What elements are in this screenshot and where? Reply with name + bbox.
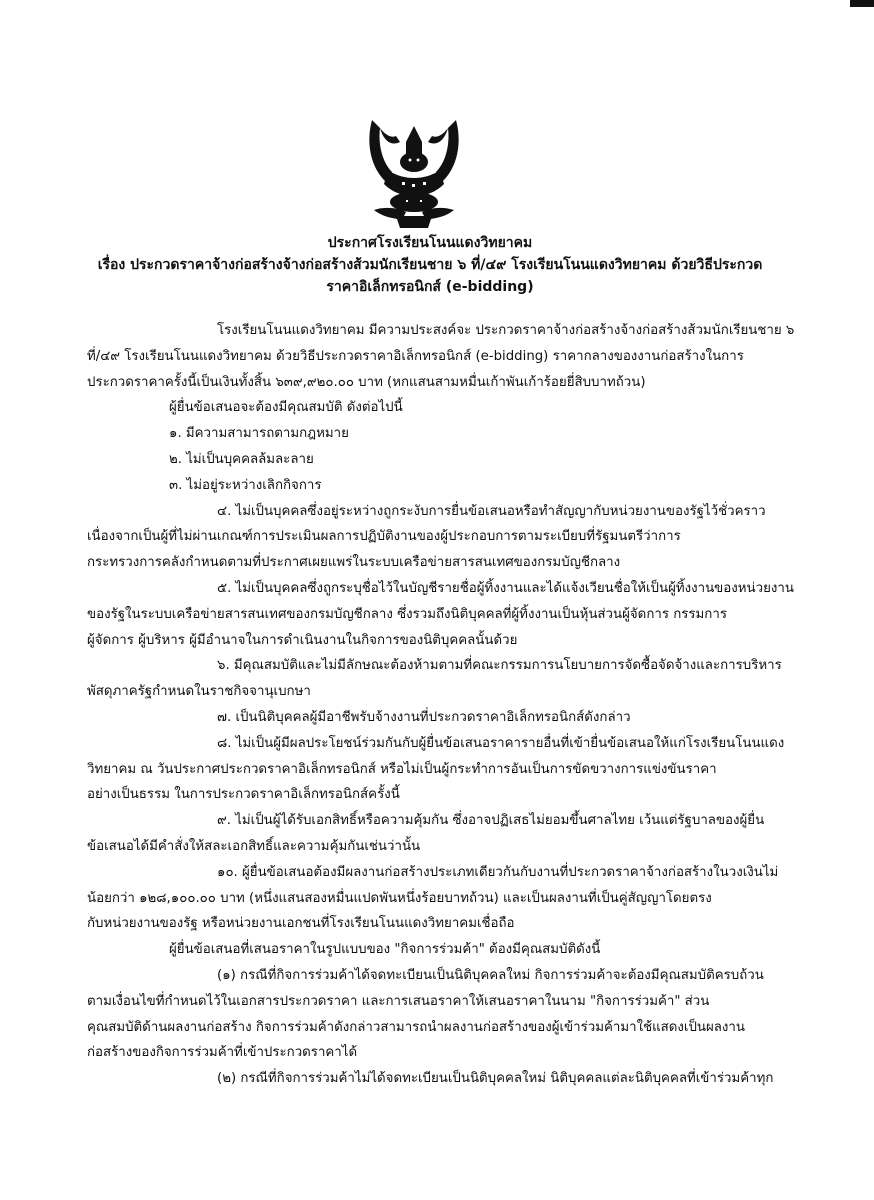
- item-line: เนื่องจากเป็นผู้ที่ไม่ผ่านเกณฑ์การประเมินผลการปฏิบัติงานของผู้ประกอบการตามระเบียบที่รัฐมนตรีว่าการ: [87, 529, 681, 545]
- subject-line-1: เรื่อง ประกวดราคาจ้างก่อสร้างจ้างก่อสร้างส้วมนักเรียนชาย ๖ ที่/๔๙ โรงเรียนโนนแดงวิทยาคม ด้วยวิธีประกวด: [97, 257, 763, 273]
- qualification-item-4: [87, 499, 777, 576]
- item-line: ตามเงื่อนไขที่กำหนดไว้ในเอกสารประกวดราคา และการเสนอราคาให้เสนอราคาในนาม "กิจการร่วมค้า" ส่วน: [87, 993, 710, 1009]
- qualifications-heading-text: ผู้ยื่นข้อเสนอจะต้องมีคุณสมบัติ ดังต่อไปนี้: [169, 400, 403, 416]
- announcement-body: [87, 318, 795, 1092]
- item-line: น้อยกว่า ๑๒๘,๑๐๐.๐๐ บาท (หนึ่งแสนสองหมื่นแปดพันหนึ่งร้อยบาทถ้วน) และเป็นผลงานที่เป็นคู่สัญญาโดยตรง: [87, 890, 712, 906]
- qualification-item-5: [87, 576, 794, 653]
- qualification-item-3: [87, 473, 777, 499]
- item-line: ๓. ไม่อยู่ระหว่างเลิกกิจการ: [169, 477, 322, 493]
- qualification-item-2: [87, 447, 777, 473]
- announcement-title: ประกาศโรงเรียนโนนแดงวิทยาคม: [327, 235, 533, 251]
- item-line: ๑. มีความสามารถตามกฎหมาย: [169, 426, 349, 442]
- item-line: ๘. ไม่เป็นผู้มีผลประโยชน์ร่วมกันกับผู้ยื่นข้อเสนอราคารายอื่นที่เข้ายื่นข้อเสนอให้แก่โรงเรียนโนนแดง: [217, 735, 785, 751]
- joint-venture-item-2: [87, 1066, 777, 1092]
- garuda-emblem-icon: [366, 112, 462, 230]
- scan-corner-mark: [850, 0, 874, 7]
- item-line: ผู้จัดการ ผู้บริหาร ผู้มีอำนาจในการดำเนินงานในกิจการของนิติบุคคลนั้นด้วย: [87, 632, 518, 648]
- qualification-item-10: [87, 860, 777, 937]
- item-line: กระทรวงการคลังกำหนดตามที่ประกาศเผยแพร่ในระบบเครือข่ายสารสนเทศของกรมบัญชีกลาง: [87, 555, 621, 571]
- item-line: วิทยาคม ณ วันประกาศประกวดราคาอิเล็กทรอนิกส์ หรือไม่เป็นผู้กระทำการอันเป็นการขัดขวางการแข่งขันราคา: [87, 761, 717, 777]
- item-line: คุณสมบัติด้านผลงานก่อสร้าง กิจการร่วมค้าดังกล่าวสามารถนำผลงานก่อสร้างของผู้เข้าร่วมค้ามาใช้แสดงเป็นผลงาน: [87, 1019, 745, 1035]
- qualification-item-9: [87, 808, 777, 860]
- intro-line: โรงเรียนโนนแดงวิทยาคม มีความประสงค์จะ ประกวดราคาจ้างก่อสร้างจ้างก่อสร้างส้วมนักเรียนชาย ๖: [217, 323, 795, 338]
- item-line: ๗. เป็นนิติบุคคลผู้มีอาชีพรับจ้างงานที่ประกวดราคาอิเล็กทรอนิกส์ดังกล่าว: [217, 709, 631, 725]
- item-line: ๑๐. ผู้ยื่นข้อเสนอต้องมีผลงานก่อสร้างประเภทเดียวกันกับงานที่ประกวดราคาจ้างก่อสร้างในวงเงินไม่: [217, 864, 779, 880]
- joint-venture-item-1: [87, 963, 777, 1066]
- announcement-header: [80, 232, 780, 298]
- intro-paragraph: [87, 318, 795, 395]
- item-line: (๑) กรณีที่กิจการร่วมค้าได้จดทะเบียนเป็นนิติบุคคลใหม่ กิจการร่วมค้าจะต้องมีคุณสมบัติครบถ้วน: [217, 967, 764, 983]
- item-line: ข้อเสนอได้มีคำสั่งให้สละเอกสิทธิ์และความคุ้มกันเช่นว่านั้น: [87, 838, 421, 854]
- item-line: กับหน่วยงานของรัฐ หรือหน่วยงานเอกชนที่โรงเรียนโนนแดงวิทยาคมเชื่อถือ: [87, 916, 515, 932]
- subject-line-2: ราคาอิเล็กทรอนิกส์ (e-bidding): [326, 279, 534, 295]
- qualification-item-8: [87, 731, 785, 808]
- qualifications-heading: [87, 395, 777, 421]
- qualification-item-6: [87, 653, 782, 705]
- item-line: ของรัฐในระบบเครือข่ายสารสนเทศของกรมบัญชีกลาง ซึ่งรวมถึงนิติบุคคลที่ผู้ทิ้งงานเป็นหุ้นส่วนผู้จัดการ กรรมการ: [87, 606, 727, 622]
- joint-venture-heading: [87, 937, 777, 963]
- joint-venture-heading-text: ผู้ยื่นข้อเสนอที่เสนอราคาในรูปแบบของ "กิจการร่วมค้า" ต้องมีคุณสมบัติดังนี้: [169, 942, 601, 958]
- item-line: อย่างเป็นธรรม ในการประกวดราคาอิเล็กทรอนิกส์ครั้งนี้: [87, 787, 400, 803]
- item-line: (๒) กรณีที่กิจการร่วมค้าไม่ได้จดทะเบียนเป็นนิติบุคคลใหม่ นิติบุคคลแต่ละนิติบุคคลที่เข้าร่วมค้าทุก: [217, 1071, 774, 1087]
- item-line: ๒. ไม่เป็นบุคคลล้มละลาย: [169, 451, 314, 467]
- qualification-item-7: [87, 705, 777, 731]
- item-line: ๙. ไม่เป็นผู้ได้รับเอกสิทธิ์หรือความคุ้มกัน ซึ่งอาจปฏิเสธไม่ยอมขึ้นศาลไทย เว้นแต่รัฐบาลของผู้ยื่น: [217, 813, 765, 829]
- item-line: พัสดุภาครัฐกำหนดในราชกิจจานุเบกษา: [87, 684, 311, 700]
- item-line: ๔. ไม่เป็นบุคคลซึ่งอยู่ระหว่างถูกระงับการยื่นข้อเสนอหรือทำสัญญากับหน่วยงานของรัฐไว้ชั่วคราว: [217, 503, 766, 519]
- intro-line: ประกวดราคาครั้งนี้เป็นเงินทั้งสิ้น ๖๓๙,๙๒๐.๐๐ บาท (หกแสนสามหมื่นเก้าพันเก้าร้อยยี่สิบบาทถ้วน): [87, 374, 646, 390]
- item-line: ก่อสร้างของกิจการร่วมค้าที่เข้าประกวดราคาได้: [87, 1045, 358, 1061]
- qualification-item-1: [87, 421, 777, 447]
- item-line: ๖. มีคุณสมบัติและไม่มีลักษณะต้องห้ามตามที่คณะกรรมการนโยบายการจัดซื้อจัดจ้างและการบริหาร: [217, 658, 782, 674]
- item-line: ๕. ไม่เป็นบุคคลซึ่งถูกระบุชื่อไว้ในบัญชีรายชื่อผู้ทิ้งงานและได้แจ้งเวียนชื่อให้เป็นผู้ทิ้งงานของหน่วยงาน: [217, 580, 794, 596]
- intro-line: ที่/๔๙ โรงเรียนโนนแดงวิทยาคม ด้วยวิธีประกวดราคาอิเล็กทรอนิกส์ (e-bidding) ราคากลางของงานก่อสร้างในการ: [87, 348, 744, 364]
